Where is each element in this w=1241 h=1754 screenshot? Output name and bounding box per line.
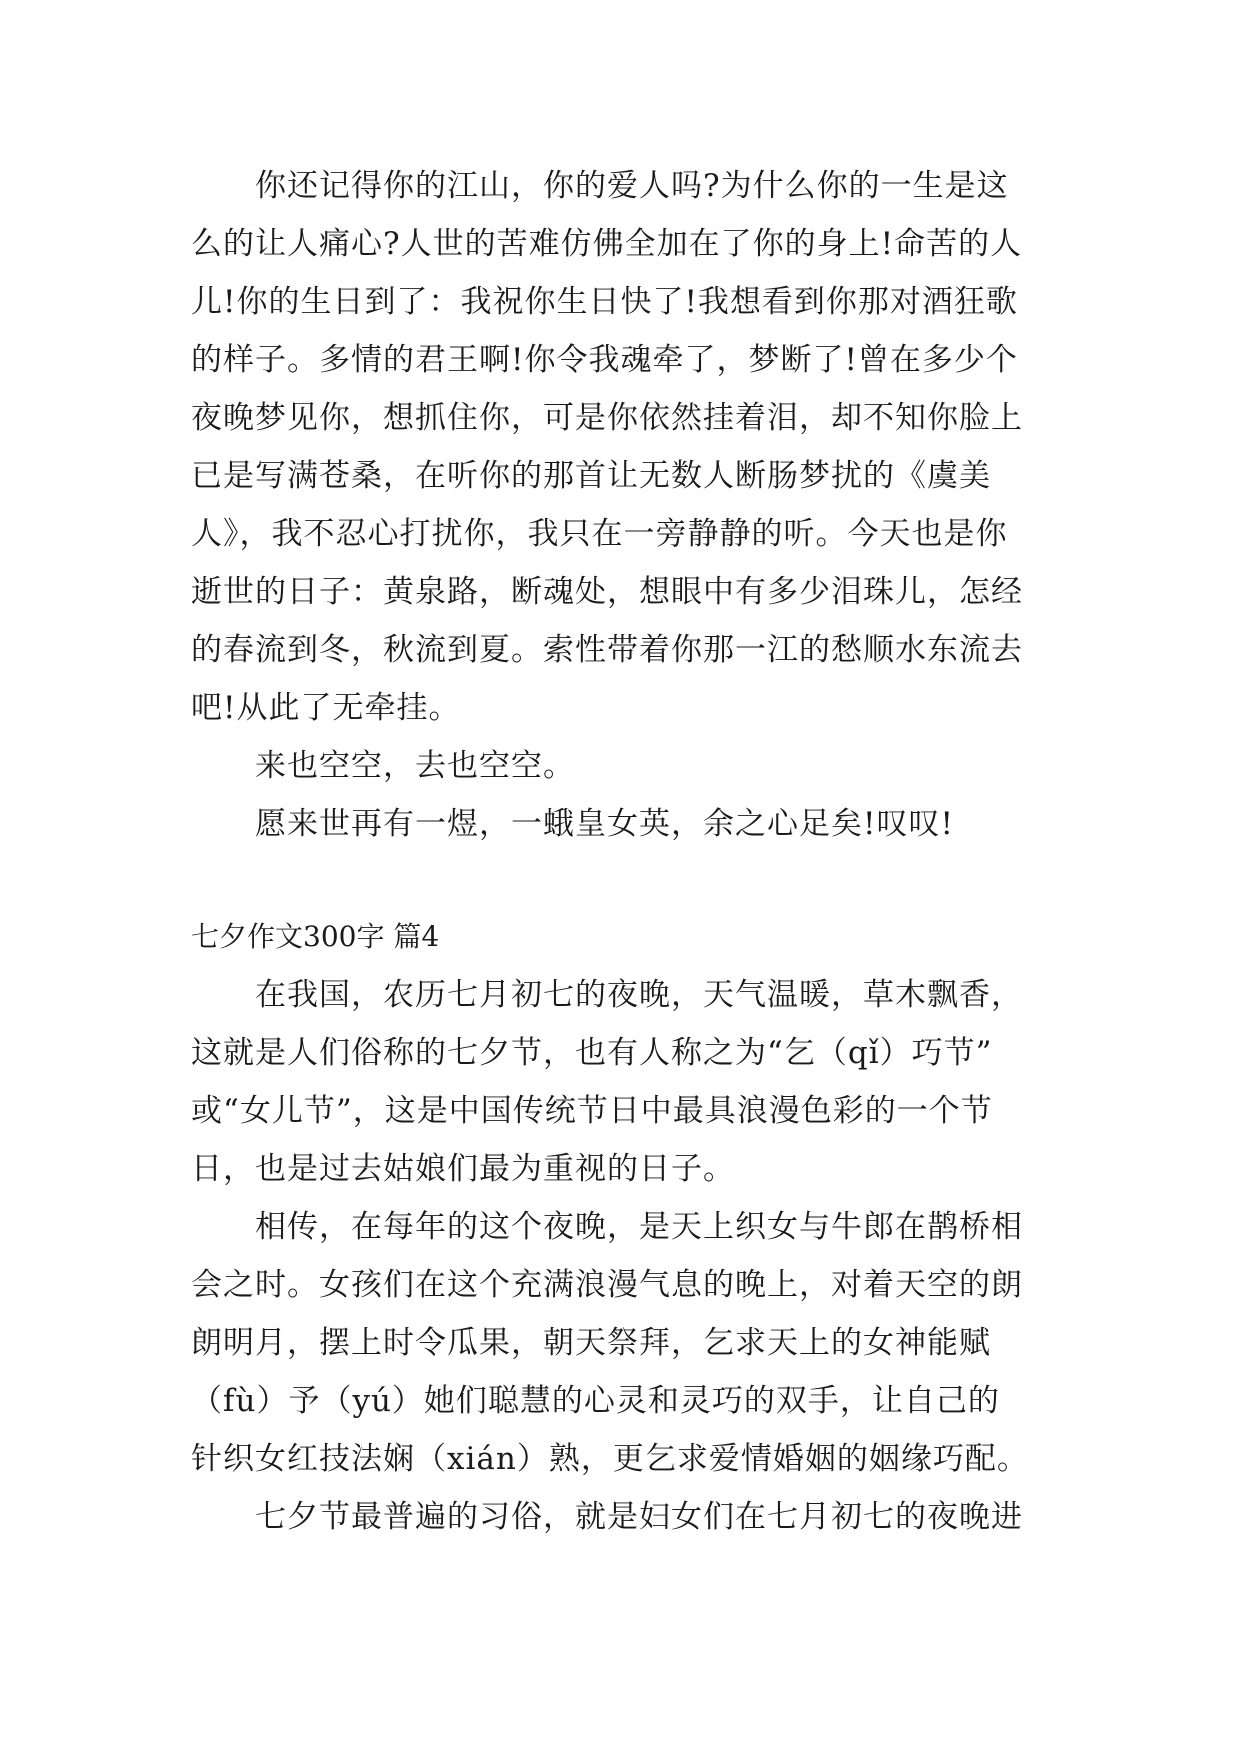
text-line: 已是写满苍桑，在听你的那首让无数人断肠梦扰的《虞美 <box>191 458 991 494</box>
text-line: 日，也是过去姑娘们最为重视的日子。 <box>191 1151 735 1187</box>
text-line: 朗明月，摆上时令瓜果，朝天祭拜，乞求天上的女神能赋 <box>191 1325 991 1361</box>
text-line: 这就是人们俗称的七夕节，也有人称之为“乞（qǐ）巧节” <box>191 1035 993 1071</box>
text-line: 七夕节最普遍的习俗，就是妇女们在七月初七的夜晚进 <box>255 1499 1023 1535</box>
section-heading: 七夕作文300字 篇4 <box>191 920 440 953</box>
text-line: 夜晚梦见你，想抓住你，可是你依然挂着泪，却不知你脸上 <box>191 400 1023 436</box>
text-line: 或“女儿节”，这是中国传统节日中最具浪漫色彩的一个节 <box>191 1093 993 1129</box>
section2-paragraph-3 <box>191 1488 1061 1546</box>
text-line: 在我国，农历七月初七的夜晚，天气温暖，草木飘香， <box>255 977 1023 1013</box>
text-line: 的样子。多情的君王啊!你令我魂牵了，梦断了!曾在多少个 <box>191 342 1018 378</box>
text-line: 儿!你的生日到了：我祝你生日快了!我想看到你那对酒狂歌 <box>191 284 1018 320</box>
text-line: 的春流到冬，秋流到夏。索性带着你那一江的愁顺水东流去 <box>191 632 1023 668</box>
text-line: 来也空空，去也空空。 <box>255 748 575 784</box>
text-line: 吧!从此了无牵挂。 <box>191 690 461 726</box>
text-line: 人》，我不忍心打扰你，我只在一旁静静的听。今天也是你 <box>191 516 1008 552</box>
section2-paragraph-1 <box>191 966 1061 1198</box>
text-line: 你还记得你的江山，你的爱人吗?为什么你的一生是这 <box>255 168 1009 204</box>
text-line: 针织女红技法娴（xián）熟，更乞求爱情婚姻的姻缘巧配。 <box>191 1441 1029 1477</box>
section1-paragraph-1 <box>191 157 1061 737</box>
text-line: （fù）予（yú）她们聪慧的心灵和灵巧的双手，让自己的 <box>191 1383 1000 1419</box>
section2-paragraph-2 <box>191 1198 1061 1488</box>
text-line: 愿来世再有一煜，一蛾皇女英，余之心足矣!叹叹! <box>255 806 954 842</box>
text-line: 逝世的日子：黄泉路，断魂处，想眼中有多少泪珠儿，怎经 <box>191 574 1023 610</box>
section1-paragraph-2 <box>191 737 1061 795</box>
section1-paragraph-3 <box>191 795 1061 853</box>
text-line: 相传，在每年的这个夜晚，是天上织女与牛郎在鹊桥相 <box>255 1209 1023 1245</box>
text-line: 么的让人痛心?人世的苦难仿佛全加在了你的身上!命苦的人 <box>191 226 1023 262</box>
text-line: 会之时。女孩们在这个充满浪漫气息的晚上，对着天空的朗 <box>191 1267 1023 1303</box>
